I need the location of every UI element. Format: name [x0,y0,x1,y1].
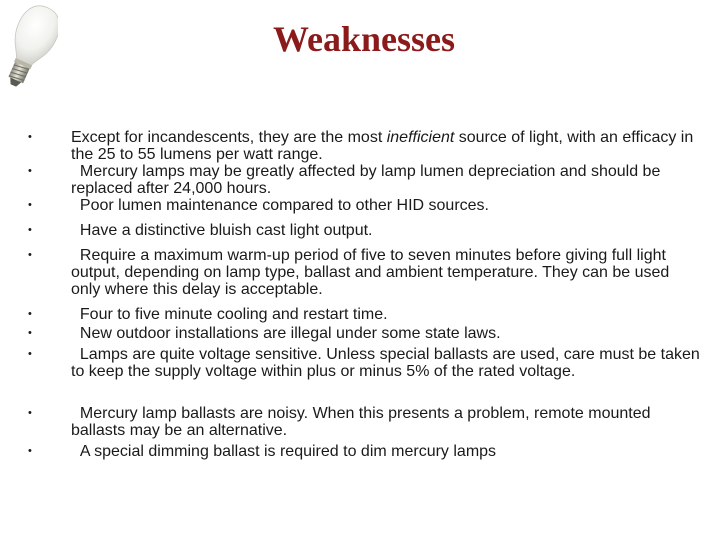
bullet-dot: • [28,131,32,143]
bullet-item [28,222,700,247]
bullet-item [28,163,700,197]
bullet-item [28,346,705,405]
bullet-text: Poor lumen maintenance compared to other HID sources. [71,197,489,214]
bullet-text: Mercury lamps may be greatly affected by lamp lumen depreciation and should be replaced after 24,000 hours. [71,163,665,197]
bullet-item [28,197,700,222]
bullet-dot: • [28,348,32,360]
bullet-list [28,129,705,463]
bullet-text: A special dimming ballast is required to dim mercury lamps [71,443,497,460]
bullet-text: Except for incandescents, they are the most inefficient source of light, with an efficacy in the 25 to 55 lumens per watt range. [71,129,698,163]
bullet-dot: • [28,165,32,177]
bullet-dot: • [28,249,32,261]
bullet-dot: • [28,224,32,236]
bullet-item [28,129,700,163]
bullet-item [28,325,700,346]
bullet-dot: • [28,445,32,457]
bullet-item [28,306,700,325]
bullet-item [28,247,700,306]
bullet-dot: • [28,327,32,339]
bullet-text: Have a distinctive bluish cast light output. [71,222,373,239]
bullet-dot: • [28,199,32,211]
bullet-text: Four to five minute cooling and restart time. [71,306,388,323]
bullet-dot: • [28,407,32,419]
bullet-text: Lamps are quite voltage sensitive. Unless special ballasts are used, care must be taken to keep the supply voltage within plus or minus 5% of the rated voltage. [71,346,705,380]
emphasis-text: inefficient [386,129,455,146]
bullet-item [28,443,700,463]
slide-title: Weaknesses [272,19,456,59]
bullet-item [28,405,700,443]
bullet-dot: • [28,308,32,320]
bullet-text: New outdoor installations are illegal under some state laws. [71,325,501,342]
bullet-text: Mercury lamp ballasts are noisy. When this presents a problem, remote mounted ballasts may be an alternative. [71,405,655,439]
bullet-text: Require a maximum warm-up period of five to seven minutes before giving full light output, depending on lamp type, ballast and ambient temperature. They can be used only where this delay is acceptable. [71,247,674,298]
